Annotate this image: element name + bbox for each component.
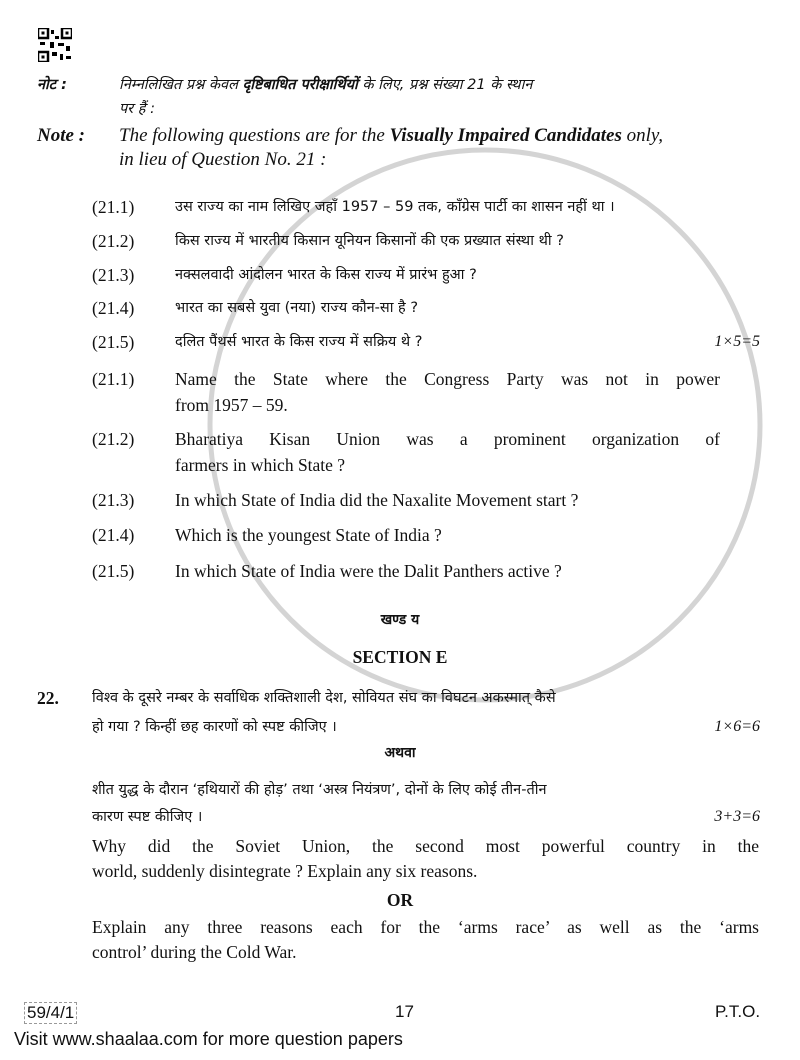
question-text: Why did the Soviet Union, the second most powerful country in the	[92, 836, 759, 856]
question-text: विश्व के दूसरे नम्बर के सर्वाधिक शक्तिशाली देश, सोवियत संघ का विघटन अकस्मात् कैसे	[92, 690, 556, 706]
question-text: control’ during the Cold War.	[92, 942, 297, 962]
question-text: world, suddenly disintegrate ? Explain any six reasons.	[92, 861, 478, 881]
paper-code: 59/4/1	[24, 1002, 77, 1024]
question-text: In which State of India were the Dalit Panthers active ?	[175, 561, 562, 581]
question-text: नक्सलवादी आंदोलन भारत के किस राज्य में प्रारंभ हुआ ?	[175, 267, 477, 283]
question-text: Name the State where the Congress Party was not in power	[175, 369, 720, 389]
section-title-hi: खण्ड य	[380, 612, 420, 628]
note-hi-text: के लिए, प्रश्न संख्या 21 के स्थान	[357, 77, 533, 93]
question-text: शीत युद्ध के दौरान ‘हथियारों की होड़’ तथा ‘अस्त्र नियंत्रण’, दोनों के लिए कोई तीन-तीन	[92, 782, 547, 798]
question-text: उस राज्य का नाम लिखिए जहाँ 1957 – 59 तक, काँग्रेस पार्टी का शासन नहीं था ।	[175, 199, 615, 215]
qr-code-icon	[38, 28, 72, 62]
page-number: 17	[395, 1002, 414, 1021]
question-text: भारत का सबसे युवा (नया) राज्य कौन-सा है ?	[175, 300, 419, 316]
note-hi-label: नोट :	[37, 77, 67, 93]
note-hi-line1	[119, 74, 532, 96]
note-en-emphasis: Visually Impaired Candidates	[389, 125, 622, 146]
marks: 3+3=6	[714, 808, 760, 825]
question-number: (21.1)	[92, 369, 135, 389]
or-label-hi: अथवा	[384, 745, 416, 761]
marks: 1×6=6	[714, 718, 760, 735]
question-text: In which State of India did the Naxalite Movement start ?	[175, 490, 579, 510]
note-en-line1	[119, 125, 663, 147]
note-en-line2: in lieu of Question No. 21 :	[119, 149, 327, 170]
question-text: हो गया ? किन्हीं छह कारणों को स्पष्ट कीजिए ।	[92, 719, 337, 735]
or-label-en: OR	[386, 890, 414, 910]
note-hi-emphasis: दृष्टिबाधित परीक्षार्थियों	[242, 77, 358, 93]
note-en-text: only,	[621, 125, 664, 146]
visit-link[interactable]: Visit www.shaalaa.com for more question papers	[14, 1029, 403, 1049]
note-en-label: Note :	[37, 125, 86, 146]
question-number: (21.5)	[92, 561, 135, 581]
note-en-text: The following questions are for the	[119, 125, 390, 146]
question-text: कारण स्पष्ट कीजिए ।	[92, 809, 203, 825]
question-number: (21.5)	[92, 332, 135, 352]
question-text: Bharatiya Kisan Union was a prominent organization of	[175, 429, 720, 449]
question-number: (21.2)	[92, 429, 135, 449]
marks: 1×5=5	[714, 333, 760, 350]
question-number: 22.	[37, 688, 59, 708]
note-hi-text: निम्नलिखित प्रश्न केवल	[119, 77, 243, 93]
question-text: farmers in which State ?	[175, 455, 346, 475]
question-text: Explain any three reasons each for the ‘arms race’ as well as the ‘arms	[92, 917, 759, 937]
question-text: किस राज्य में भारतीय किसान यूनियन किसानों की एक प्रख्यात संस्था थी ?	[175, 233, 564, 249]
question-number: (21.1)	[92, 197, 135, 217]
note-hi-line2: पर हैं :	[119, 101, 155, 117]
question-text: Which is the youngest State of India ?	[175, 525, 442, 545]
question-text: दलित पैंथर्स भारत के किस राज्य में सक्रिय थे ?	[175, 334, 423, 350]
section-title-en: SECTION E	[352, 647, 448, 667]
question-number: (21.3)	[92, 490, 135, 510]
question-number: (21.4)	[92, 298, 135, 318]
question-number: (21.3)	[92, 265, 135, 285]
question-number: (21.2)	[92, 231, 135, 251]
question-text: from 1957 – 59.	[175, 395, 288, 415]
pto-label: P.T.O.	[715, 1002, 761, 1021]
question-number: (21.4)	[92, 525, 135, 545]
